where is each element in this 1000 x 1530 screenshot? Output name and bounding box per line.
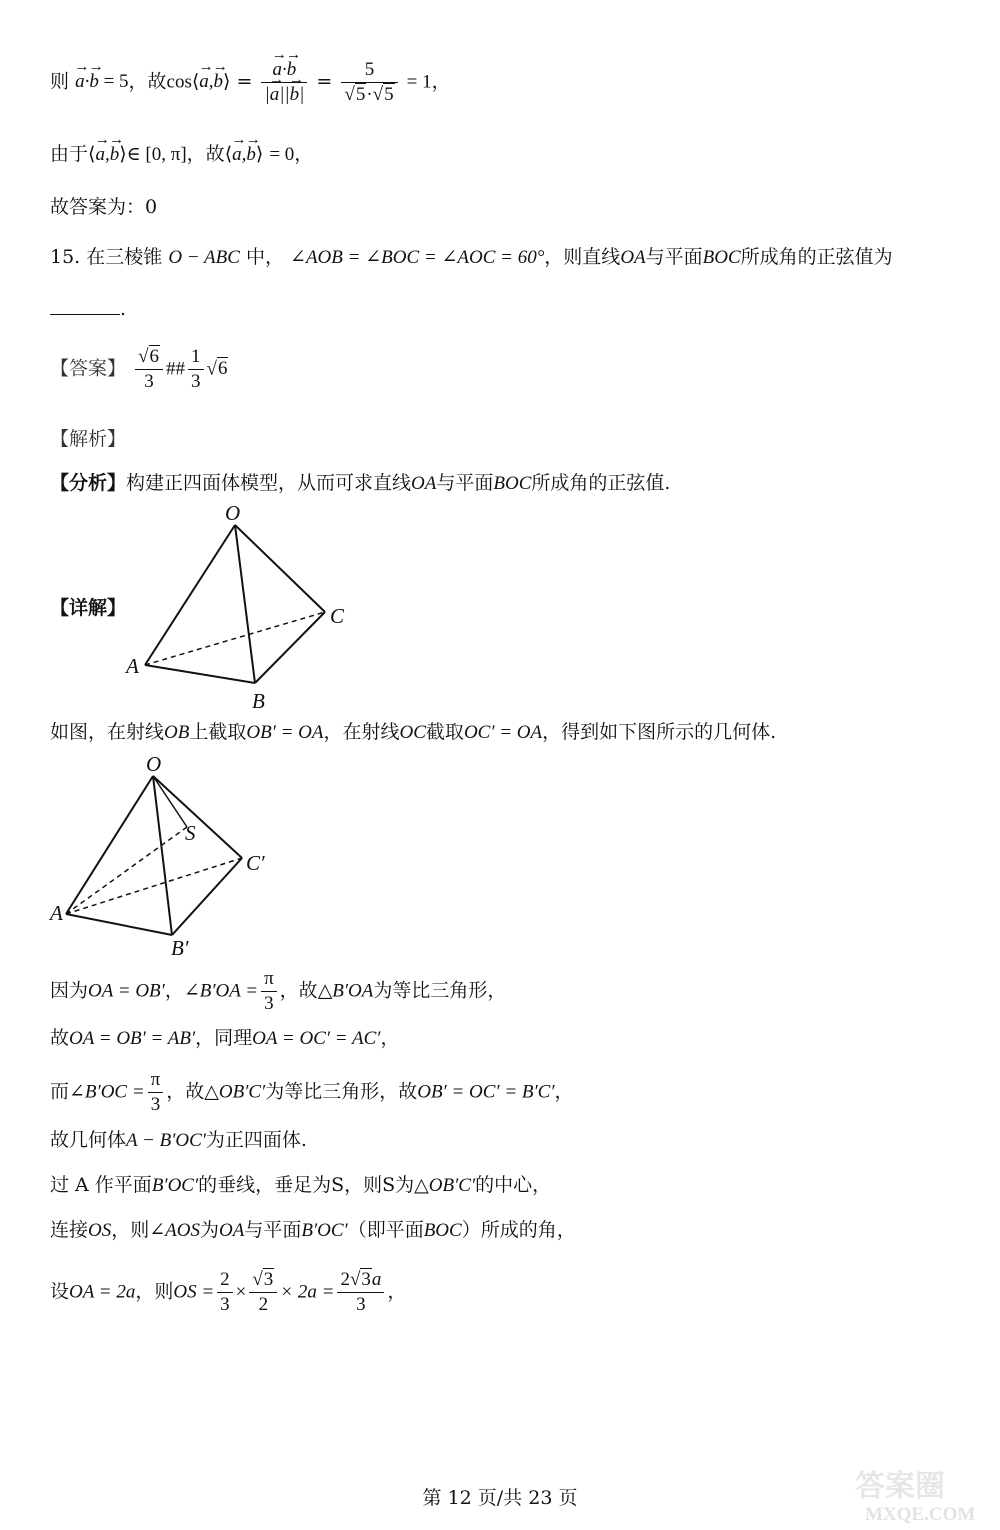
text: ， bbox=[294, 143, 314, 165]
denominator: 3 bbox=[144, 370, 154, 392]
math-expr: B′OC′ bbox=[151, 1175, 199, 1196]
label-O: O bbox=[146, 752, 162, 776]
math-expr: OA = OB′ = AB′ bbox=[69, 1028, 196, 1049]
text: . bbox=[120, 298, 127, 320]
edge-AB bbox=[145, 665, 255, 683]
eq-value: = 1 bbox=[406, 71, 432, 93]
text: ， bbox=[387, 1280, 407, 1303]
radicand: 5 bbox=[384, 83, 394, 105]
times: × bbox=[235, 1281, 247, 1303]
label-S: S bbox=[185, 821, 196, 845]
blank-underline bbox=[50, 314, 120, 315]
text: ，得到如下图所示的几何体. bbox=[542, 721, 777, 743]
step-7 bbox=[50, 1219, 576, 1243]
math-expr: A − B′OC′ bbox=[126, 1130, 206, 1151]
text: 由于 bbox=[50, 143, 89, 165]
text: 与平面 bbox=[645, 246, 703, 268]
text: ）所成的角， bbox=[461, 1219, 576, 1241]
math-expr: OA bbox=[620, 247, 646, 268]
fenxi-label: 【分析】 bbox=[50, 472, 127, 494]
answer-line: 故答案为：0 bbox=[50, 196, 158, 218]
text: 为 bbox=[200, 1219, 220, 1241]
fraction-two-thirds bbox=[217, 1268, 233, 1317]
math-expr: ∠AOB = ∠BOC = ∠AOC = 60° bbox=[290, 247, 545, 268]
vector-a: → a bbox=[199, 71, 209, 94]
variable: a bbox=[371, 1269, 382, 1290]
label-C-prime: C′ bbox=[246, 851, 265, 875]
step-1 bbox=[50, 721, 776, 745]
text: ，故 bbox=[279, 979, 318, 1002]
text: 的中心， bbox=[475, 1174, 552, 1196]
text: 所成角的正弦值为 bbox=[740, 246, 893, 268]
text: 为正四面体. bbox=[205, 1129, 307, 1151]
step-6 bbox=[50, 1174, 551, 1198]
text: 中， bbox=[245, 246, 284, 268]
math-expr: ∠B′OC = bbox=[69, 1081, 145, 1103]
text: ， bbox=[164, 979, 184, 1002]
answer-blank bbox=[50, 298, 126, 321]
math-expr: OA bbox=[219, 1220, 245, 1241]
text: 故几何体 bbox=[50, 1129, 127, 1151]
math-expr: OA = OB′ bbox=[88, 980, 165, 1002]
text: ， bbox=[380, 1027, 400, 1049]
text: 连接 bbox=[50, 1219, 89, 1241]
denominator: 3 bbox=[264, 992, 274, 1014]
answer-block: 【答案】 $\frac{√6}{3}$ ## $\frac{1}{3}$ √6 bbox=[50, 346, 228, 392]
edge-OC bbox=[235, 525, 325, 612]
denominator: 3 bbox=[220, 1293, 230, 1315]
eq-value: = 5 bbox=[103, 71, 129, 93]
denominator: 3 bbox=[191, 370, 201, 392]
math-expr: OB bbox=[164, 722, 190, 743]
math-expr: BOC bbox=[702, 247, 741, 268]
answer-label: 【答案】 bbox=[50, 357, 127, 380]
text: ，故 bbox=[128, 70, 167, 93]
text: （即平面 bbox=[347, 1219, 424, 1241]
denominator: 3 bbox=[356, 1293, 366, 1315]
math-expr: OC′ = OA bbox=[463, 722, 543, 743]
vector-b: → b bbox=[287, 58, 297, 82]
math-expr: OA = 2a bbox=[69, 1281, 136, 1303]
text: 故 bbox=[50, 1027, 70, 1049]
watermark-logo bbox=[853, 1462, 988, 1524]
tetrahedron-figure-1 bbox=[120, 500, 360, 715]
math-expr: OS bbox=[88, 1220, 112, 1241]
math-expr: ∠B′OA = bbox=[183, 980, 259, 1002]
label-A: A bbox=[50, 901, 63, 925]
numerator: 5 bbox=[341, 58, 397, 83]
math-expr: OA bbox=[411, 473, 437, 494]
vector-a: → a bbox=[270, 83, 280, 107]
vector-b: → b bbox=[89, 71, 99, 94]
text: ，则直线 bbox=[544, 246, 621, 268]
math-expr: O − ABC bbox=[168, 247, 240, 268]
radicand: 3 bbox=[263, 1269, 274, 1290]
step-4 bbox=[50, 1068, 574, 1117]
line-angle-range: 由于⟨→ a,→ b⟩∈ [0, π]，故⟨→ a,→ b⟩ = 0， bbox=[50, 143, 313, 167]
text: ，故 bbox=[186, 143, 225, 165]
range: ∈ [0, π] bbox=[126, 144, 187, 165]
fraction-root6-over-3: $\frac{√6}{3}$ bbox=[135, 345, 163, 394]
edge-OA bbox=[66, 776, 153, 914]
question-number: 15. bbox=[50, 246, 81, 268]
fraction-result: $\frac{2√3a}{3}$ bbox=[337, 1268, 384, 1317]
text: 因为 bbox=[50, 979, 89, 1002]
math-expr: OS = bbox=[173, 1281, 215, 1303]
text: ，则 bbox=[111, 1219, 150, 1241]
radicand: 6 bbox=[149, 346, 159, 367]
math-expr: BOC bbox=[423, 1220, 462, 1241]
math-expr: OB′ = OA bbox=[246, 722, 324, 743]
xiangjie-label: 【详解】 bbox=[50, 597, 127, 619]
jiexi-label: 【解析】 bbox=[50, 428, 127, 450]
edge-BC bbox=[255, 612, 325, 683]
text: 如图，在射线 bbox=[50, 721, 165, 743]
fraction-pi-over-3 bbox=[148, 1068, 164, 1117]
coef: 2 bbox=[340, 1269, 350, 1290]
fraction-root3-over-2: $\frac{√3}{2}$ bbox=[249, 1268, 277, 1317]
watermark-top: 答案圈 bbox=[855, 1470, 945, 1503]
numerator: π bbox=[148, 1068, 164, 1093]
text: 上截取 bbox=[189, 721, 247, 743]
denominator: 2 bbox=[258, 1293, 269, 1315]
watermark-bottom: MXQE.COM bbox=[865, 1504, 976, 1524]
numerator: π bbox=[261, 967, 277, 992]
edge-AB bbox=[66, 914, 172, 935]
text: 与平面 bbox=[436, 472, 494, 494]
tetrahedron-figure-2 bbox=[40, 750, 280, 965]
math-expr: OA = OC′ = AC′ bbox=[252, 1028, 381, 1049]
separator: ## bbox=[166, 358, 185, 380]
edge-OC bbox=[153, 776, 242, 858]
edge-OB bbox=[235, 525, 255, 683]
text: ， bbox=[431, 70, 451, 93]
math-expr: B′OC′ bbox=[301, 1220, 348, 1241]
text: 在三棱锥 bbox=[86, 246, 163, 268]
label-A: A bbox=[126, 654, 139, 678]
text: 为等比三角形，故 bbox=[265, 1080, 418, 1103]
vector-a: → a bbox=[75, 71, 85, 94]
label-B: B bbox=[252, 689, 265, 713]
cos-label: cos bbox=[166, 71, 192, 93]
math-expr: × 2a = bbox=[280, 1281, 335, 1303]
denominator: 3 bbox=[150, 1093, 161, 1115]
fraction-five-over-roots: $\frac{5}{√5\cdot√5}$ bbox=[341, 58, 397, 107]
text: 而 bbox=[50, 1080, 70, 1103]
vector-a: → a bbox=[273, 58, 283, 82]
math-expr: OC bbox=[399, 722, 426, 743]
radicand: 6 bbox=[217, 358, 228, 380]
label-C: C bbox=[330, 604, 345, 628]
fraction-dot-over-norms: → $\frac{a\cdot\to b}{|\to a||\to b|}$ bbox=[261, 58, 307, 107]
math-expr: △B′OA bbox=[317, 980, 374, 1002]
radicand: 5 bbox=[355, 83, 366, 105]
fraction-one-third bbox=[188, 345, 204, 394]
math-expr: △OB′C′ bbox=[414, 1175, 476, 1196]
step-2 bbox=[50, 967, 506, 1016]
label-B-prime: B′ bbox=[171, 936, 189, 960]
text: 设 bbox=[50, 1280, 70, 1303]
text: ，故 bbox=[166, 1080, 205, 1103]
page-footer: 第 12 页/共 23 页 bbox=[422, 1487, 578, 1509]
fraction-pi-over-3 bbox=[261, 967, 277, 1016]
text: ，则 bbox=[135, 1280, 174, 1303]
numerator: 1 bbox=[188, 345, 204, 370]
step-3 bbox=[50, 1027, 399, 1051]
line-cos-result: 则 → a·→ b = 5，故cos⟨→ a,→ b⟩ = → $\frac{a\cdot\to b}{|\to a||\to b|}$ = $\frac{5}{√5\cdot√5}$ = 1， bbox=[50, 58, 451, 107]
math-expr: ∠AOS bbox=[149, 1220, 201, 1241]
math-expr: OB′ = OC′ = B′C′ bbox=[417, 1081, 555, 1103]
text: ，同理 bbox=[195, 1027, 253, 1049]
vector-b: → b bbox=[290, 83, 300, 107]
step-5 bbox=[50, 1129, 307, 1153]
text: 则 bbox=[50, 70, 70, 93]
text: ，在射线 bbox=[323, 721, 400, 743]
step-8 bbox=[50, 1268, 406, 1317]
numerator: 2 bbox=[217, 1268, 233, 1293]
fenxi-line bbox=[50, 472, 670, 496]
text: 构建正四面体模型，从而可求直线 bbox=[126, 472, 412, 494]
text: 为等比三角形， bbox=[373, 979, 507, 1002]
radicand: 3 bbox=[361, 1269, 371, 1290]
text: 所成角的正弦值. bbox=[531, 472, 671, 494]
eq-value: = 0 bbox=[269, 144, 295, 165]
math-expr: BOC bbox=[493, 473, 532, 494]
edge-OA bbox=[145, 525, 235, 665]
question-15 bbox=[50, 246, 893, 270]
text: 的垂线，垂足为S，则S为 bbox=[198, 1174, 415, 1196]
math-expr: △OB′C′ bbox=[204, 1081, 266, 1103]
text: 与平面 bbox=[244, 1219, 302, 1241]
vector-b: → b bbox=[214, 71, 224, 94]
text: 截取 bbox=[425, 721, 464, 743]
label-O: O bbox=[225, 501, 241, 525]
text: ， bbox=[554, 1080, 574, 1103]
text: 过 A 作平面 bbox=[50, 1174, 152, 1196]
